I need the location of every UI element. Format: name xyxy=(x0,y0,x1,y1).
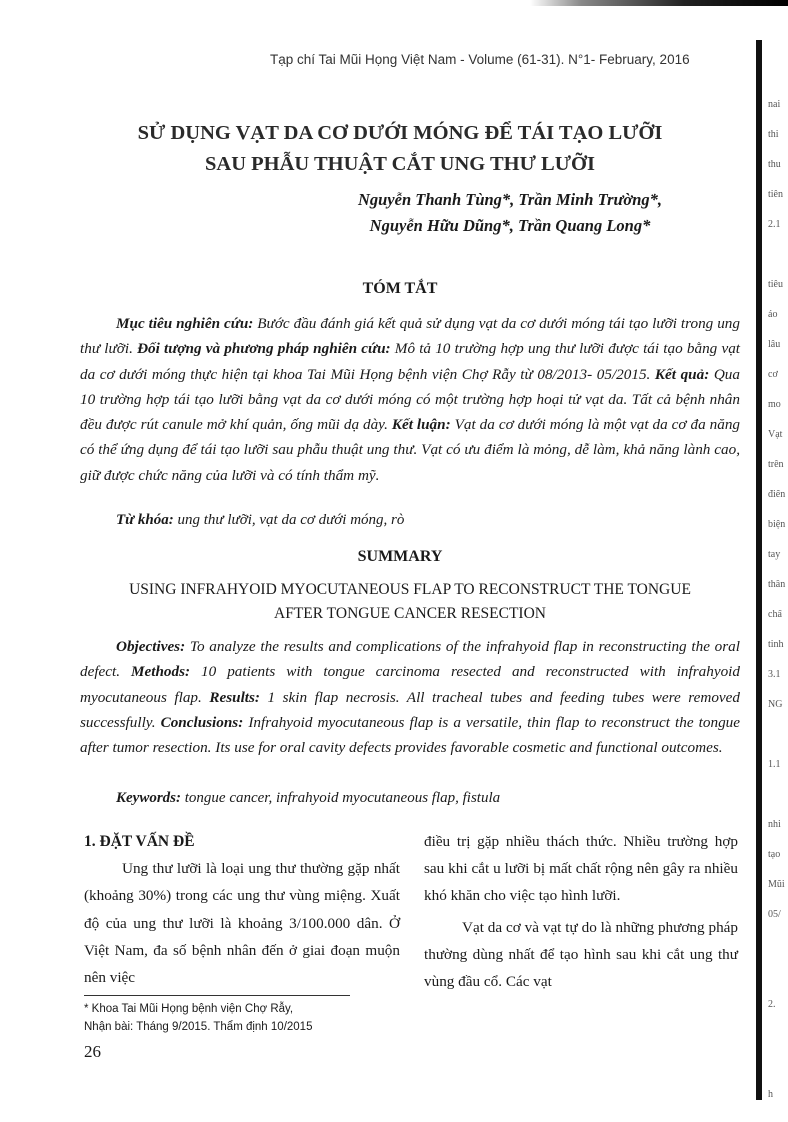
authors xyxy=(310,187,710,239)
top-edge-mark xyxy=(530,0,788,6)
vietnamese-abstract xyxy=(80,311,740,488)
footnote xyxy=(84,1000,384,1036)
bleed-fragment: NG xyxy=(768,700,783,710)
bleed-fragment: Vạt xyxy=(768,430,783,440)
tomtat-heading: TÓM TẮT xyxy=(362,280,438,297)
right-column-paragraph-1: điều trị gặp nhiều thách thức. Nhiều trường hợp sau khi cắt u lưỡi bị mất chất rộng nên gây ra nhiều khó khăn cho việc tạo hình lưỡi. xyxy=(424,833,738,905)
results-label: Kết quả: xyxy=(654,365,710,383)
keywords-label-en: Keywords: xyxy=(116,790,181,806)
summary-heading: SUMMARY xyxy=(357,548,443,565)
keywords-text-vi: ung thư lưỡi, vạt da cơ dưới móng, rò xyxy=(173,512,405,528)
bleed-fragment: 1.1 xyxy=(768,760,781,770)
keywords-label-vi: Từ khóa: xyxy=(116,512,174,528)
bleed-fragment: mo xyxy=(768,400,781,410)
right-column xyxy=(424,828,738,995)
bleed-fragment: 2.1 xyxy=(768,220,781,230)
objectives-text-en: To analyze the results and complications of the infrahyoid flap in reconstructing the oral defect. xyxy=(80,638,740,681)
english-abstract xyxy=(80,634,740,760)
bleed-fragment: nhi xyxy=(768,820,781,830)
bleed-fragment: 3.1 xyxy=(768,670,781,680)
english-keywords xyxy=(116,790,500,807)
bleed-fragment: nai xyxy=(768,100,781,110)
bleed-fragment xyxy=(768,1030,786,1060)
english-title-line-2: AFTER TONGUE CANCER RESECTION xyxy=(274,605,546,622)
journal-header: Tạp chí Tai Mũi Họng Việt Nam - Volume (61-31). N°1- February, 2016 xyxy=(270,52,690,67)
conclusion-text: Vạt da cơ dưới móng là một vạt da cơ đa năng có thể ứng dụng để tái tạo lưỡi sau phẫu thuật ung thư. Vạt có ưu điểm là mỏng, dễ làm, khả năng lành cao, giữ được chức năng của lưỡi và có tính thẩm mỹ. xyxy=(80,416,741,484)
footnote-rule xyxy=(84,995,350,996)
right-column-paragraph-2: Vạt da cơ và vạt tự do là những phương pháp thường dùng nhất để tạo hình sau khi cắt ung thư vùng đầu cổ. Các vạt xyxy=(424,918,738,991)
conclusion-label: Kết luận: xyxy=(391,416,451,434)
footnote-line-2: Nhận bài: Tháng 9/2015. Thẩm định 10/2015 xyxy=(84,1021,313,1033)
footnote-line-1: * Khoa Tai Mũi Họng bệnh viện Chợ Rẫy, xyxy=(84,1003,294,1015)
bleed-fragment: tinh xyxy=(768,640,784,650)
bleed-fragment: thần xyxy=(768,580,786,590)
bleed-fragment: điển xyxy=(768,490,786,500)
objective-label: Mục tiêu nghiên cứu: xyxy=(116,315,254,332)
authors-line-2: Nguyễn Hữu Dũng*, Trần Quang Long* xyxy=(369,216,651,235)
bleed-fragment xyxy=(768,250,786,280)
bleed-fragment xyxy=(768,730,786,760)
bleed-fragment xyxy=(768,970,786,1000)
results-text: Qua 10 trường hợp tái tạo lưỡi bằng vạt da cơ dưới móng có một trường hợp hoại tử vạt da. Tất cả bệnh nhân đều được rút canule mở khí quản, ống mũi dạ dày. xyxy=(80,365,740,434)
bleed-fragment: thi xyxy=(768,130,779,140)
page-number: 26 xyxy=(84,1042,101,1061)
methods-text-en: 10 patients with tongue carcinoma resected and reconstructed with infrahyoid myocutaneous flap. xyxy=(80,663,740,706)
bleed-fragment: Mũi xyxy=(768,880,785,890)
section-1-heading: 1. ĐẶT VẤN ĐỀ xyxy=(84,833,195,850)
results-text-en: 1 skin flap necrosis. All tracheal tubes and feeding tubes were removed successfully. xyxy=(80,688,740,731)
bleed-fragment: áo xyxy=(768,310,778,320)
objective-text: Bước đầu đánh giá kết quả sử dụng vạt da cơ dưới móng tái tạo lưỡi trong ung thư lưỡi. xyxy=(80,315,740,358)
bleed-fragment: thu xyxy=(768,160,781,170)
bleed-fragment: cơ xyxy=(768,370,778,380)
bleed-fragment: tiên xyxy=(768,190,783,200)
conclusions-text-en: Infrahyoid myocutaneous flap is a versatile, thin flap to reconstruct the tongue after tumor resection. Its use for oral cavity defects provides favorable cosmetic and functional outcomes. xyxy=(80,713,740,757)
left-column-paragraph: Ung thư lưỡi là loại ung thư thường gặp nhất (khoảng 30%) trong các ung thư vùng miệng. Xuất độ của ung thư lưỡi là khoảng 3/100.000 dân. Ở Việt Nam, đa số bệnh nhân đến ở giai đoạn muộn nên việc xyxy=(84,860,400,987)
bleed-fragment xyxy=(768,790,786,820)
conclusions-label-en: Conclusions: xyxy=(160,713,244,731)
bleed-fragment: tiêu xyxy=(768,280,783,290)
title-line-2: SAU PHẪU THUẬT CẮT UNG THƯ LƯỠI xyxy=(205,153,595,175)
facing-page-bleed xyxy=(768,100,786,1120)
methods-label-en: Methods: xyxy=(131,663,191,681)
left-column xyxy=(84,828,400,991)
bleed-fragment: chấ xyxy=(768,610,782,620)
methods-label: Đối tượng và phương pháp nghiên cứu: xyxy=(137,340,391,358)
article-title xyxy=(60,118,740,180)
english-title-line-1: USING INFRAHYOID MYOCUTANEOUS FLAP TO RECONSTRUCT THE TONGUE xyxy=(129,581,691,598)
methods-text: Mô tả 10 trường hợp ung thư lưỡi được tái tạo bằng vạt da cơ dưới móng thực hiện tại khoa Tai Mũi Họng bệnh viện Chợ Rẫy từ 08/2013- 05/2015. xyxy=(80,340,741,383)
bleed-fragment: 2. xyxy=(768,1000,776,1010)
bleed-fragment: biện xyxy=(768,520,786,530)
keywords-text-en: tongue cancer, infrahyoid myocutaneous flap, fistula xyxy=(181,790,501,806)
bleed-fragment: h xyxy=(768,1090,773,1100)
binding-spine xyxy=(756,40,762,1100)
bleed-fragment: trên xyxy=(768,460,784,470)
bleed-fragment: tay xyxy=(768,550,781,560)
vietnamese-keywords xyxy=(116,512,404,529)
bleed-fragment: 05/ xyxy=(768,910,781,920)
authors-line-1: Nguyễn Thanh Tùng*, Trần Minh Trường*, xyxy=(357,190,663,209)
bleed-fragment: tạo xyxy=(768,850,781,860)
results-label-en: Results: xyxy=(209,688,260,706)
bleed-fragment xyxy=(768,1060,786,1090)
bleed-fragment xyxy=(768,940,786,970)
objectives-label-en: Objectives: xyxy=(116,638,186,655)
english-title xyxy=(70,578,750,626)
title-line-1: SỬ DỤNG VẠT DA CƠ DƯỚI MÓNG ĐỂ TÁI TẠO LƯỠI xyxy=(137,122,663,144)
bleed-fragment: lâu xyxy=(768,340,781,350)
